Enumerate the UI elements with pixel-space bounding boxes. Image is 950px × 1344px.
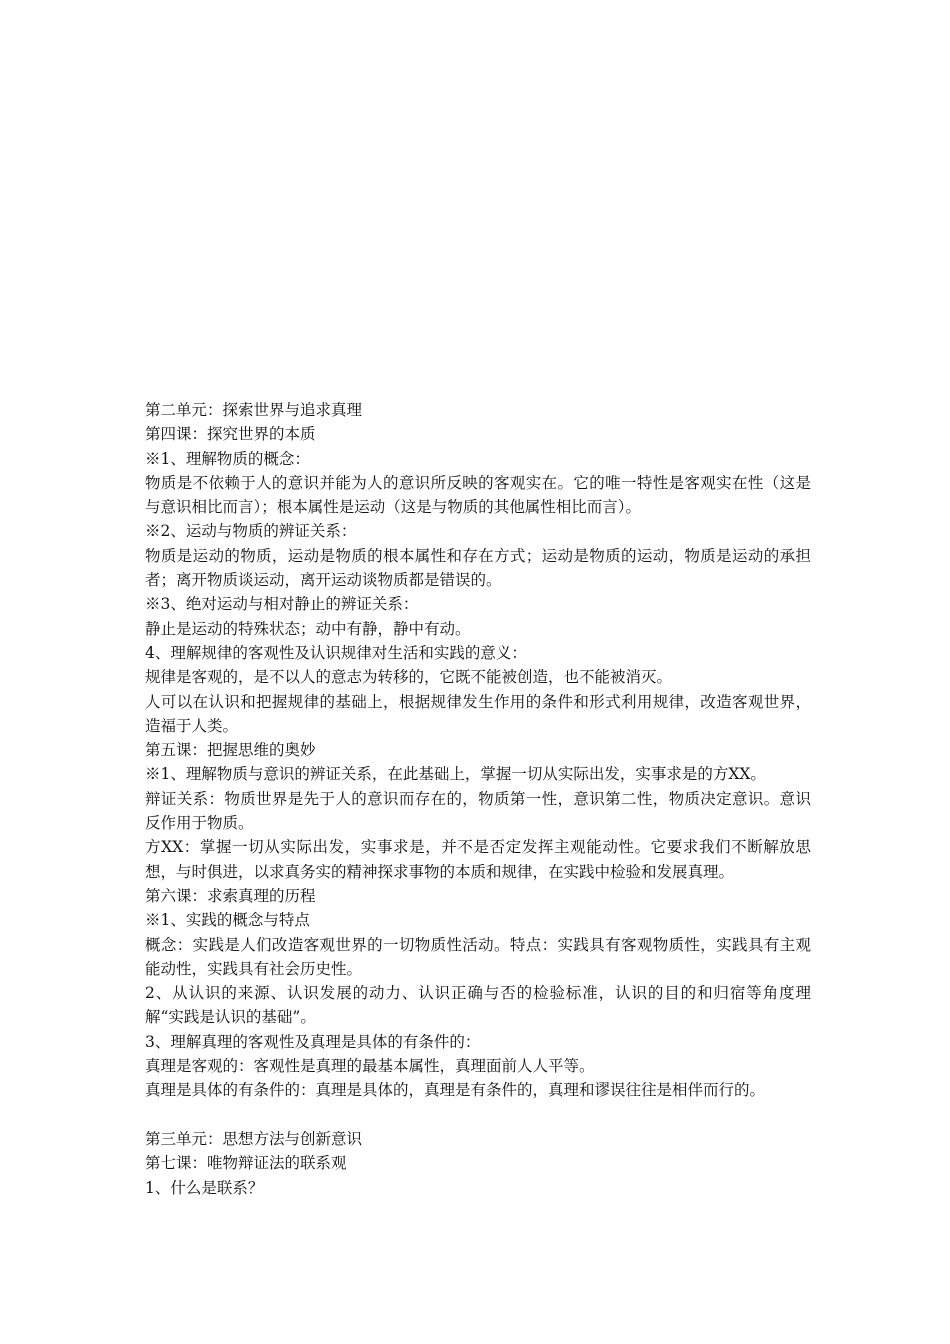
paragraph: 真理是具体的有条件的：真理是具体的，真理是有条件的，真理和谬误往往是相伴而行的。 xyxy=(145,1081,766,1100)
section-heading: ※1、理解物质与意识的辨证关系，在此基础上，掌握一切从实际出发，实事求是的方XX。 xyxy=(145,765,766,784)
section-heading: ※3、绝对运动与相对静止的辨证关系： xyxy=(145,595,419,614)
unit-heading: 第二单元：探索世界与追求真理 xyxy=(145,401,363,419)
unit-heading: 第三单元：思想方法与创新意识 xyxy=(145,1129,363,1148)
document-body xyxy=(145,398,811,1200)
paragraph: 辩证关系：物质世界是先于人的意识而存在的，物质第一性，意识第二性，物质决定意识。意识反作用于物质。 xyxy=(145,789,811,833)
paragraph: 方XX：掌握一切从实际出发，实事求是，并不是否定发挥主观能动性。它要求我们不断解放思想，与时俱进，以求真务实的精神探求事物的本质和规律，在实践中检验和发展真理。 xyxy=(145,838,811,881)
paragraph: 物质是不依赖于人的意识并能为人的意识所反映的客观实在。它的唯一特性是客观实在性（这是与意识相比而言）；根本属性是运动（这是与物质的其他属性相比而言）。 xyxy=(145,473,811,517)
section-heading: 4、理解规律的客观性及认识规律对生活和实践的意义： xyxy=(145,643,527,662)
lesson-heading: 第六课：求索真理的历程 xyxy=(145,886,316,905)
paragraph: 人可以在认识和把握规律的基础上，根据规律发生作用的条件和形式利用规律，改造客观世界，造福于人类。 xyxy=(145,692,811,735)
paragraph: 规律是客观的，是不以人的意志为转移的，它既不能被创造，也不能被消灭。 xyxy=(145,668,673,687)
section-heading: 1、什么是联系？ xyxy=(145,1178,264,1197)
paragraph: 真理是客观的：客观性是真理的最基本属性，真理面前人人平等。 xyxy=(145,1057,595,1076)
paragraph: 静止是运动的特殊状态；动中有静，静中有动。 xyxy=(145,619,471,638)
paragraph: 物质是运动的物质，运动是物质的根本属性和存在方式；运动是物质的运动，物质是运动的承担者；离开物质谈运动，离开运动谈物质都是错误的。 xyxy=(145,546,811,590)
paragraph: 2、从认识的来源、认识发展的动力、认识正确与否的检验标准，认识的目的和归宿等角度理解“实践是认识的基础”。 xyxy=(145,984,811,1027)
lesson-heading: 第七课：唯物辩证法的联系观 xyxy=(145,1154,347,1173)
paragraph: 概念：实践是人们改造客观世界的一切物质性活动。特点：实践具有客观物质性，实践具有主观能动性，实践具有社会历史性。 xyxy=(145,935,811,978)
blank-line xyxy=(145,1103,811,1127)
lesson-heading: 第四课：探究世界的本质 xyxy=(145,425,316,444)
lesson-heading: 第五课：把握思维的奥妙 xyxy=(145,741,316,760)
section-heading: ※1、理解物质的概念： xyxy=(145,449,310,468)
section-heading: ※1、实践的概念与特点 xyxy=(145,911,310,930)
section-heading: 3、理解真理的客观性及真理是具体的有条件的： xyxy=(145,1032,481,1051)
section-heading: ※2、运动与物质的辨证关系： xyxy=(145,522,357,541)
